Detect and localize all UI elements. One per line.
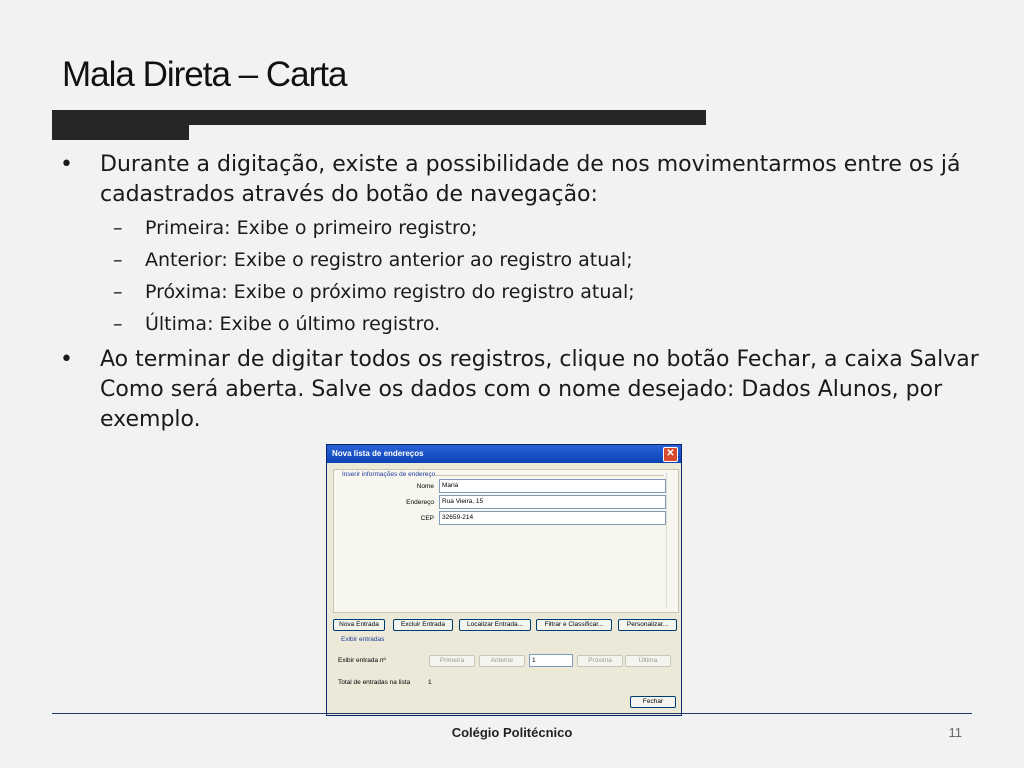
cep-field[interactable]: 32659-214: [439, 511, 666, 525]
first-record-button[interactable]: Primeira: [429, 655, 475, 667]
subbullet-list: [60, 216, 980, 337]
footer-text: Colégio Politécnico: [451, 725, 573, 740]
bullet-text: Durante a digitação, existe a possibilidade de nos movimentarmos entre os já cadastrados através do botão de navegação:: [100, 152, 961, 207]
customize-button[interactable]: Personalizar...: [618, 619, 677, 631]
previous-record-button[interactable]: Anterior: [479, 655, 525, 667]
dialog-title: Nova lista de endereços: [332, 449, 424, 458]
bullet-marker: •: [60, 347, 73, 372]
view-panel: [333, 633, 677, 695]
nome-field[interactable]: Maria: [439, 479, 666, 493]
total-entries-value: 1: [428, 679, 432, 686]
field-label-endereco: Endereço: [406, 499, 434, 506]
endereco-field[interactable]: Rua Vieira, 15: [439, 495, 666, 509]
next-record-button[interactable]: Próxima: [577, 655, 623, 667]
group-divider: [434, 475, 664, 476]
dialog-title-bar: [327, 445, 681, 463]
record-number-input[interactable]: 1: [529, 654, 573, 667]
subbullet-primeira: [60, 216, 980, 241]
bullet-text: Ao terminar de digitar todos os registros, clique no botão Fechar, a caixa Salvar Como será aberta. Salve os dados com o nome desejado: Dados Alunos, por exemplo.: [100, 347, 979, 432]
vertical-scrollbar[interactable]: [666, 472, 676, 608]
filter-sort-button[interactable]: Filtrar e Classificar...: [536, 619, 612, 631]
close-icon[interactable]: ✕: [663, 447, 678, 462]
insert-group-label: Inserir informações de endereço: [342, 471, 436, 478]
page-number: 11: [948, 725, 962, 740]
bullet-navigation: [60, 150, 980, 210]
new-entry-button[interactable]: Nova Entrada: [333, 619, 385, 631]
slide-content: [60, 150, 980, 437]
subbullet-ultima: [60, 312, 980, 337]
view-entry-label: Exibir entrada nº: [338, 657, 386, 664]
slide-title: Mala Direta – Carta: [62, 55, 347, 94]
dash-marker: –: [113, 281, 123, 303]
subbullet-text: Próxima: Exibe o próximo registro do registro atual;: [145, 281, 635, 303]
bullet-fechar: [60, 345, 980, 435]
dash-marker: –: [113, 313, 123, 335]
total-entries-label: Total de entradas na lista: [338, 679, 411, 686]
subbullet-text: Primeira: Exibe o primeiro registro;: [145, 217, 478, 239]
find-entry-button[interactable]: Localizar Entrada...: [459, 619, 531, 631]
footer-divider: [52, 713, 972, 714]
title-accent-bar: [52, 110, 189, 140]
insert-panel: [333, 469, 679, 613]
view-group-label: Exibir entradas: [341, 636, 385, 643]
subbullet-anterior: [60, 248, 980, 273]
subbullet-text: Última: Exibe o último registro.: [145, 313, 441, 335]
subbullet-text: Anterior: Exibe o registro anterior ao registro atual;: [145, 249, 633, 271]
field-label-nome: Nome: [416, 483, 434, 490]
delete-entry-button[interactable]: Excluir Entrada: [393, 619, 453, 631]
bullet-marker: •: [60, 152, 73, 177]
dash-marker: –: [113, 217, 123, 239]
subbullet-proxima: [60, 280, 980, 305]
address-list-dialog: [326, 444, 682, 716]
field-label-cep: CEP: [420, 515, 434, 522]
dash-marker: –: [113, 249, 123, 271]
last-record-button[interactable]: Última: [625, 655, 671, 667]
close-button[interactable]: Fechar: [630, 696, 676, 708]
